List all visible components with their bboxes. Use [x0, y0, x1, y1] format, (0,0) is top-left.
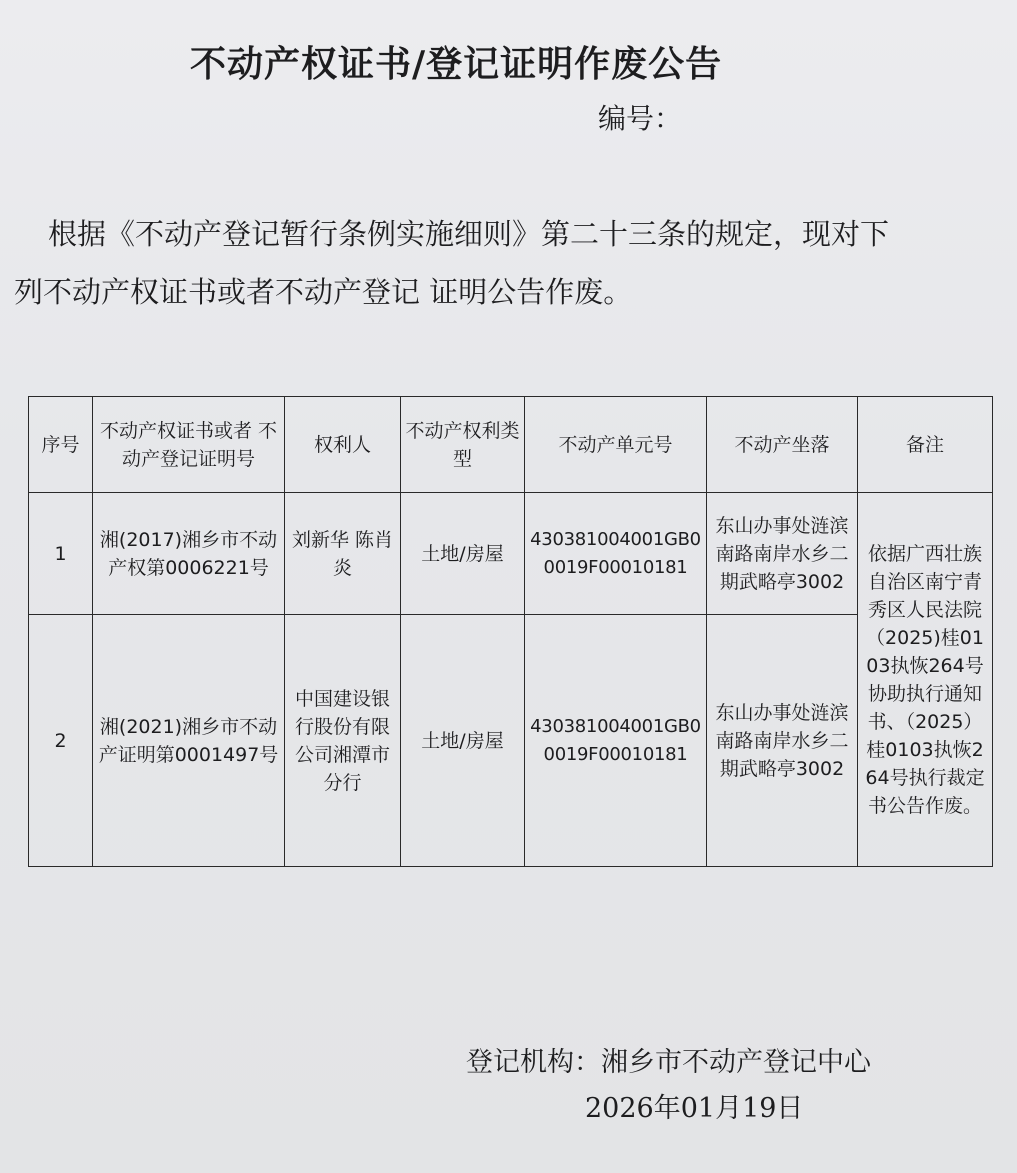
row-cert-number: 湘(2021)湘乡市不动产证明第0001497号 — [93, 615, 285, 867]
page-title: 不动产权证书/登记证明作废公告 — [190, 44, 723, 85]
header-seq: 序号 — [29, 397, 93, 493]
row-seq: 1 — [29, 493, 93, 615]
header-right-holder: 权利人 — [285, 397, 401, 493]
row-right-type: 土地/房屋 — [401, 615, 525, 867]
body-line-2: 列不动产权证书或者不动产登记 证明公告作废。 — [14, 275, 633, 309]
header-remark: 备注 — [858, 397, 993, 493]
table-row — [29, 493, 993, 615]
row-unit-number: 430381004001GB00019F00010181 — [525, 615, 707, 867]
issuing-authority: 登记机构：湘乡市不动产登记中心 — [466, 1047, 871, 1078]
row-location: 东山办事处涟滨南路南岸水乡二期武略亭3002 — [707, 493, 858, 615]
row-right-holder: 中国建设银行股份有限公司湘潭市分行 — [285, 615, 401, 867]
row-right-holder: 刘新华 陈肖炎 — [285, 493, 401, 615]
body-line-1: 根据《不动产登记暂行条例实施细则》第二十三条的规定，现对下 — [48, 217, 890, 251]
header-cert-number: 不动产权证书或者 不动产登记证明号 — [93, 397, 285, 493]
header-location: 不动产坐落 — [707, 397, 858, 493]
issue-date: 2026年01月19日 — [585, 1093, 804, 1124]
header-unit-number: 不动产单元号 — [525, 397, 707, 493]
row-right-type: 土地/房屋 — [401, 493, 525, 615]
row-unit-number: 430381004001GB00019F00010181 — [525, 493, 707, 615]
announcement-body — [14, 205, 974, 321]
row-location: 东山办事处涟滨南路南岸水乡二期武略亭3002 — [707, 615, 858, 867]
row-seq: 2 — [29, 615, 93, 867]
certificate-table — [28, 396, 993, 867]
row-cert-number: 湘(2017)湘乡市不动产权第0006221号 — [93, 493, 285, 615]
document-number-label: 编号： — [598, 102, 683, 135]
header-right-type: 不动产权利类型 — [401, 397, 525, 493]
table-row — [29, 615, 993, 867]
row-remark: 依据广西壮族自治区南宁青秀区人民法院（2025)桂0103执恢264号协助执行通知书、（2025）桂0103执恢264号执行裁定书公告作废。 — [858, 493, 993, 867]
table-header-row — [29, 397, 993, 493]
